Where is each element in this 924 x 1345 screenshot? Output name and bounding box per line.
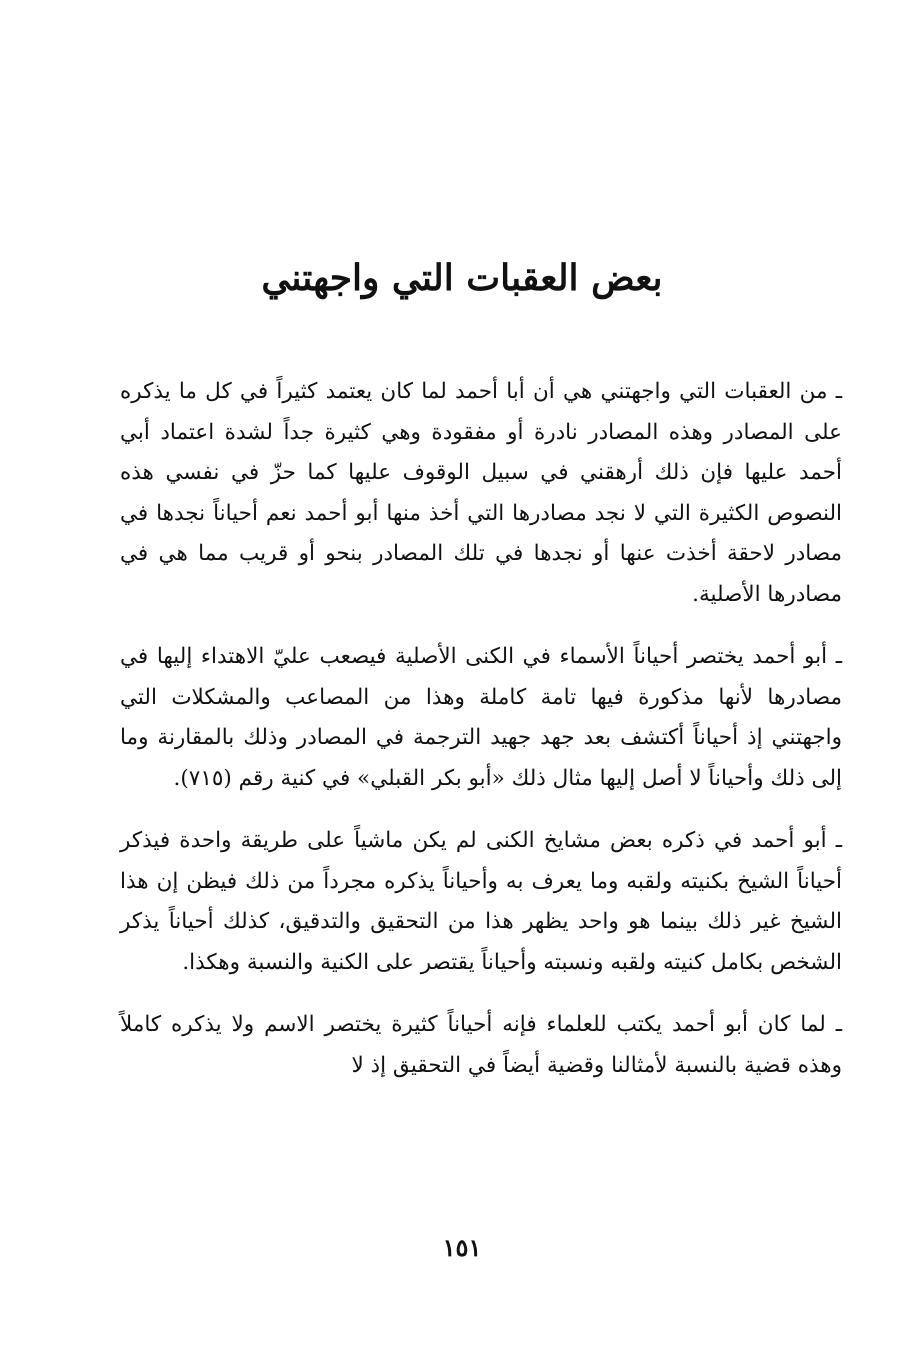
paragraph-2: ـ أبو أحمد يختصر أحياناً الأسماء في الكنى الأصلية فيصعب عليّ الاهتداء إليها في مصادرها لأنها مذكورة فيها تامة كاملة وهذا من المصاعب والمشكلات التي واجهتني إذ أحياناً أكتشف بعد جهد جهيد الترجمة في المصادر وذلك بالمقارنة وما إلى ذلك وأحياناً لا أصل إليها مثال ذلك «أبو بكر القبلي» في كنية رقم (٧١٥).: [120, 644, 842, 791]
paragraph-1: ـ من العقبات التي واجهتني هي أن أبا أحمد لما كان يعتمد كثيراً في كل ما يذكره على المصادر وهذه المصادر نادرة أو مفقودة وهي كثيرة جداً لشدة اعتماد أبي أحمد عليها فإن ذلك أرهقني في سبيل الوقوف عليها كما حزّ في نفسي هذه النصوص الكثيرة التي لا نجد مصادرها التي أخذ منها أبو أحمد نعم أحياناً نجدها في مصادر لاحقة أخذت عنها أو نجدها في تلك المصادر بنحو أو قريب مما هي في مصادرها الأصلية.: [120, 379, 842, 607]
page-number: ١٥١: [442, 1233, 482, 1262]
paragraph-3: ـ أبو أحمد في ذكره بعض مشايخ الكنى لم يكن ماشياً على طريقة واحدة فيذكر أحياناً الشيخ بكنيته ولقبه وما يعرف به وأحياناً يذكره مجرداً من ذلك فيظن إن هذا الشيخ غير ذلك بينما هو واحد يظهر هذا من التحقيق والتدقيق، كذلك أحياناً يذكر الشخص بكامل كنيته ولقبه ونسبته وأحياناً يقتصر على الكنية والنسبة وهكذا.: [120, 828, 842, 975]
body-text: [120, 372, 842, 1108]
page-title: بعض العقبات التي واجهتني: [261, 257, 663, 299]
paragraph-4: ـ لما كان أبو أحمد يكتب للعلماء فإنه أحياناً كثيرة يختصر الاسم ولا يذكره كاملاً وهذه قضية بالنسبة لأمثالنا وقضية أيضاً في التحقيق إذ لا: [120, 1012, 842, 1078]
